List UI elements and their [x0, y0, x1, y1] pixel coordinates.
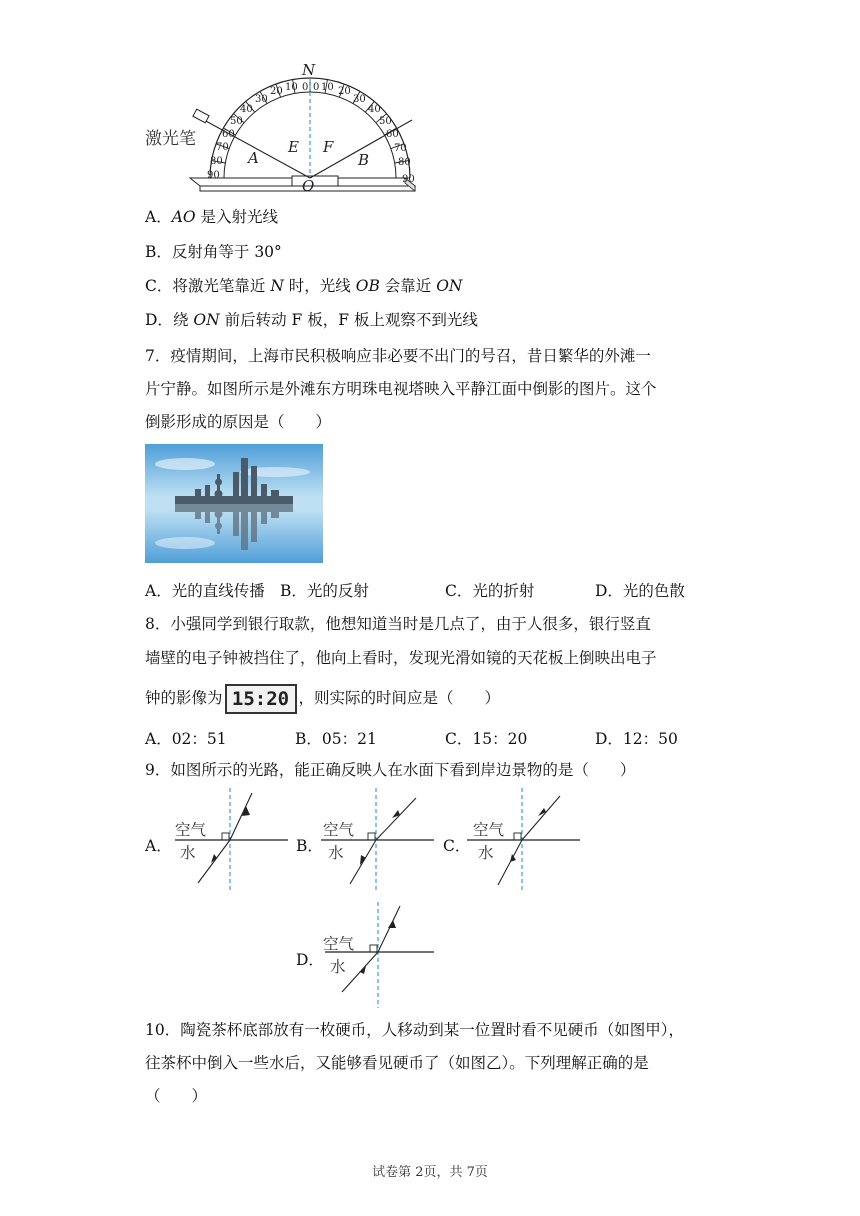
label-f: F [323, 138, 334, 156]
q9-diagram-b [316, 788, 436, 890]
mirrored-clock-image: 15:20 [225, 684, 297, 714]
tick-left-0: 0 [302, 82, 309, 93]
bund-reflection-photo [145, 444, 323, 563]
q9-option-a-label: A． [145, 837, 172, 855]
q9-a-water-label: 水 [180, 844, 196, 862]
label-a: A [248, 149, 259, 167]
q9-diagram-c [462, 788, 582, 890]
q6-option-a: A．AO 是入射光线 [145, 208, 279, 226]
q8-stem-line-2: 墙壁的电子钟被挡住了，他向上看时，发现光滑如镜的天花板上倒映出电子 [145, 649, 657, 667]
tick-right-90: 90 [402, 174, 415, 185]
q9-d-water-label: 水 [330, 958, 346, 976]
tick-right-0: 0 [313, 82, 320, 93]
label-n: N [302, 61, 316, 79]
q7-stem-line-1: 7．疫情期间，上海市民积极响应非必要不出门的号召，昔日繁华的外滩一 [145, 347, 651, 365]
q8-stem-line-1: 8．小强同学到银行取款，他想知道当时是几点了，由于人很多，银行竖直 [145, 615, 651, 633]
q9-c-air-label: 空气 [473, 821, 505, 839]
q9-a-air-label: 空气 [175, 821, 207, 839]
q7-option-b: B．光的反射 [280, 582, 369, 600]
q7-option-c: C．光的折射 [445, 582, 535, 600]
tick-left-40: 40 [240, 104, 253, 115]
q8-option-d: D．12：50 [595, 730, 678, 748]
q7-stem-line-3: 倒影形成的原因是（ ） [145, 413, 332, 431]
q6-option-d: D．绕 ON 前后转动 F 板，F 板上观察不到光线 [145, 311, 478, 329]
q7-option-d: D．光的色散 [595, 582, 685, 600]
tick-right-70: 70 [394, 143, 407, 154]
q9-option-c-label: C． [443, 837, 471, 855]
q8-option-b: B．05：21 [295, 730, 377, 748]
q6-option-b: B．反射角等于 30° [145, 243, 282, 261]
q8-option-a: A．02：51 [145, 730, 227, 748]
tick-left-10: 10 [285, 82, 298, 93]
q6-option-c: C．将激光笔靠近 N 时，光线 OB 会靠近 ON [145, 277, 463, 295]
q9-stem: 9．如图所示的光路，能正确反映人在水面下看到岸边景物的是（ ） [145, 761, 636, 779]
tick-right-10: 10 [321, 82, 334, 93]
q7-stem-line-2: 片宁静。如图所示是外滩东方明珠电视塔映入平静江面中倒影的图片。这个 [145, 380, 657, 398]
tick-left-20: 20 [270, 86, 283, 97]
tick-left-70: 70 [216, 142, 229, 153]
tick-left-90: 90 [207, 170, 220, 181]
q10-stem-line-1: 10．陶瓷茶杯底部放有一枚硬币，人移动到某一位置时看不见硬币（如图甲）， [145, 1021, 684, 1039]
tick-left-60: 60 [222, 129, 235, 140]
tick-right-40: 40 [368, 104, 381, 115]
q8-stem-line-3: 钟的影像为 15:20 ，则实际的时间应是（ ） [145, 684, 500, 714]
q9-diagram-a [170, 788, 290, 890]
tick-left-30: 30 [255, 94, 268, 105]
label-b: B [358, 151, 370, 169]
tick-right-20: 20 [338, 86, 351, 97]
q10-stem-line-2: 往茶杯中倒入一些水后，又能够看见硬币了（如图乙）。下列理解正确的是 [145, 1054, 649, 1072]
q9-option-d-label: D． [296, 951, 324, 969]
tick-right-80: 80 [398, 157, 411, 168]
tick-left-80: 80 [210, 156, 223, 167]
label-o: O [302, 177, 315, 195]
tick-right-50: 50 [379, 116, 392, 127]
tick-right-60: 60 [386, 129, 399, 140]
q7-option-a: A．光的直线传播 [145, 582, 265, 600]
label-e: E [288, 138, 299, 156]
q10-stem-line-3: （ ） [145, 1087, 208, 1105]
laser-label: 激光笔 [145, 129, 196, 149]
tick-left-50: 50 [230, 116, 243, 127]
q9-c-water-label: 水 [478, 844, 494, 862]
q9-option-b-label: B． [296, 837, 323, 855]
q8-option-c: C．15：20 [445, 730, 528, 748]
tick-right-30: 30 [353, 94, 366, 105]
page-footer: 试卷第 2页，共 7页 [372, 1165, 488, 1180]
q9-b-water-label: 水 [328, 844, 344, 862]
q9-diagram-d [320, 902, 440, 1008]
q9-d-air-label: 空气 [323, 935, 355, 953]
reflection-protractor-figure [180, 60, 430, 195]
q9-b-air-label: 空气 [323, 821, 355, 839]
